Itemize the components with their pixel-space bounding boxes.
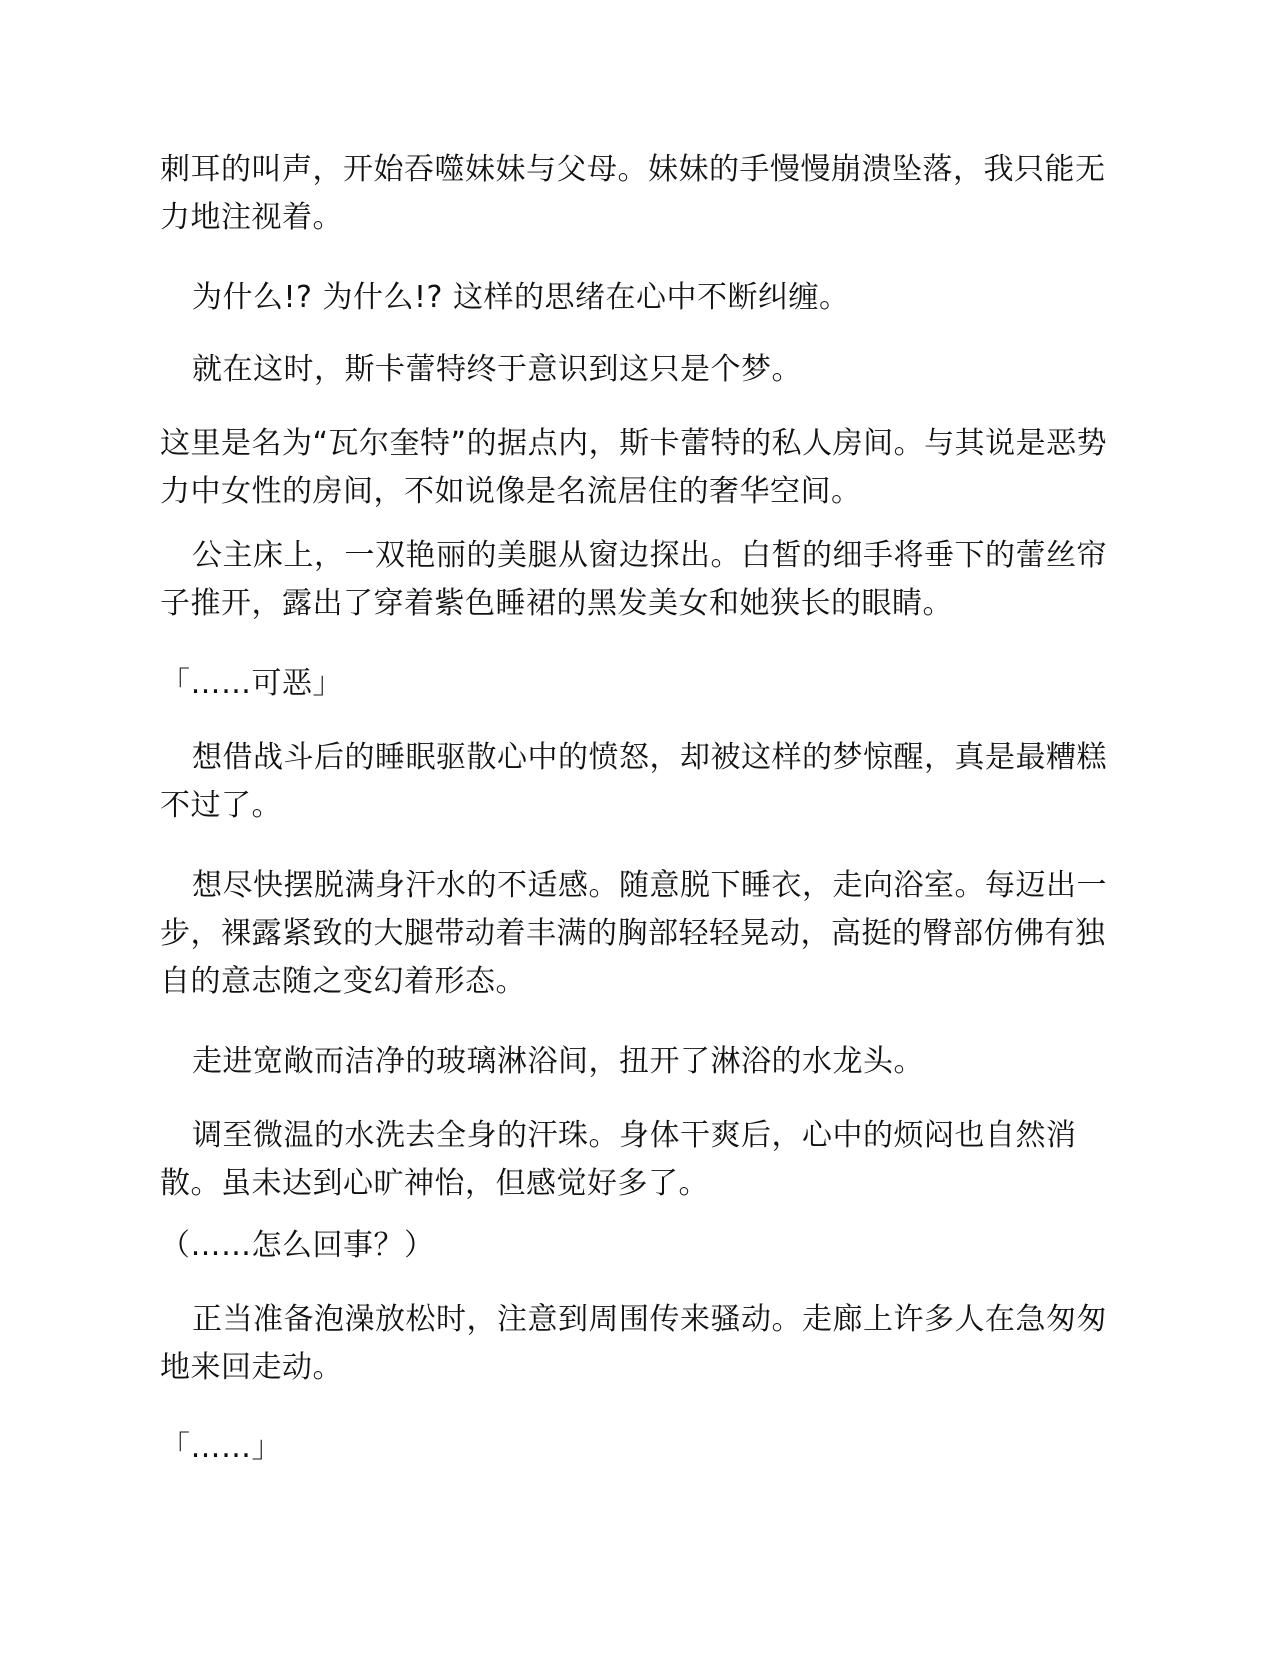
- paragraph-11: （……怎么回事？）: [160, 1228, 435, 1263]
- paragraph-1: 刺耳的叫声，开始吞噬妹妹与父母。妹妹的手慢慢崩溃坠落，我只能无力地注视着。: [160, 152, 1106, 235]
- paragraph-12: 正当准备泡澡放松时，注意到周围传来骚动。走廊上许多人在急匆匆地来回走动。: [160, 1302, 1107, 1385]
- paragraph-10: 调至微温的水洗去全身的汗珠。身体干爽后，心中的烦闷也自然消散。虽未达到心旷神怡，但感觉好多了。: [160, 1118, 1077, 1201]
- paragraph-5: 公主床上，一双艳丽的美腿从窗边探出。白皙的细手将垂下的蕾丝帘子推开，露出了穿着紫色睡裙的黑发美女和她狭长的眼睛。: [160, 538, 1107, 621]
- paragraph-9: 走进宽敞而洁净的玻璃淋浴间，扭开了淋浴的水龙头。: [192, 1044, 924, 1079]
- paragraph-4: 这里是名为“瓦尔奎特”的据点内，斯卡蕾特的私人房间。与其说是恶势力中女性的房间，不如说像是名流居住的奢华空间。: [160, 426, 1108, 509]
- paragraph-8: 想尽快摆脱满身汗水的不适感。随意脱下睡衣，走向浴室。每迈出一步，裸露紧致的大腿带动着丰满的胸部轻轻晃动，高挺的臀部仿佛有独自的意志随之变幻着形态。: [160, 868, 1107, 999]
- paragraph-7: 想借战斗后的睡眠驱散心中的愤怒，却被这样的梦惊醒，真是最糟糕不过了。: [160, 740, 1107, 823]
- paragraph-3: 就在这时，斯卡蕾特终于意识到这只是个梦。: [192, 352, 802, 387]
- paragraph-13: 「……」: [160, 1430, 282, 1465]
- paragraph-6: 「……可恶」: [160, 666, 343, 701]
- paragraph-2: 为什么!? 为什么!? 这样的思绪在心中不断纠缠。: [192, 280, 850, 315]
